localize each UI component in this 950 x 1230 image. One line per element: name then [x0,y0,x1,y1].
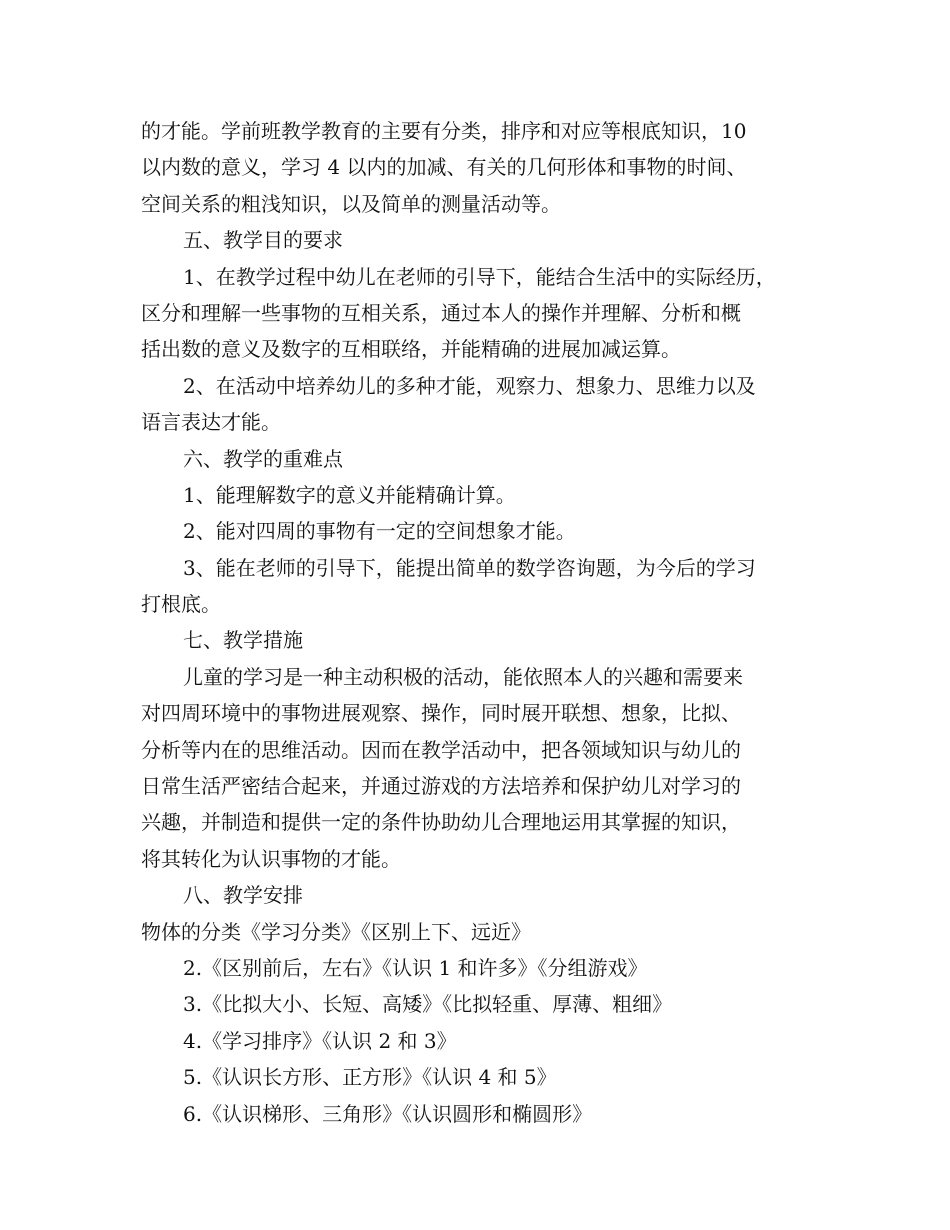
text-line: 以内数的意义，学习 4 以内的加减、有关的几何形体和事物的时间、 [141,155,747,180]
text-line: 2.《区别前后，左右》《认识 1 和许多》《分组游戏》 [183,955,648,980]
text-line: 对四周环境中的事物进展观察、操作，同时展开联想、想象，比拟、 [141,701,741,726]
text-line: 兴趣，并制造和提供一定的条件协助幼儿合理地运用其掌握的知识， [141,810,741,835]
text-line: 五、教学目的要求 [183,228,343,253]
text-line: 3.《比拟大小、长短、高矮》《比拟轻重、厚薄、粗细》 [183,992,673,1017]
text-line: 空间关系的粗浅知识，以及简单的测量活动等。 [141,191,561,216]
text-line: 六、教学的重难点 [183,446,343,471]
text-line: 4.《学习排序》《认识 2 和 3》 [183,1028,457,1053]
text-line: 6.《认识梯形、三角形》《认识圆形和椭圆形》 [183,1101,593,1126]
text-line: 的才能。学前班教学教育的主要有分类，排序和对应等根底知识，10 [141,119,747,143]
text-line: 儿童的学习是一种主动积极的活动，能依照本人的兴趣和需要来 [183,664,743,689]
text-line: 将其转化为认识事物的才能。 [141,846,401,871]
document-body [141,113,821,1132]
text-line: 打根底。 [141,592,221,617]
text-line: 物体的分类《学习分类》《区别上下、远近》 [141,919,531,944]
text-line: 括出数的意义及数字的互相联络，并能精确的进展加减运算。 [141,337,681,362]
text-line: 5.《认识长方形、正方形》《认识 4 和 5》 [183,1065,557,1090]
text-line: 2、在活动中培养幼儿的多种才能，观察力、想象力、思维力以及 [183,373,756,398]
text-line: 2、能对四周的事物有一定的空间想象才能。 [183,519,576,544]
text-line: 1、在教学过程中幼儿在老师的引导下，能结合生活中的实际经历， [183,264,776,289]
text-line: 3、能在老师的引导下，能提出简单的数学咨询题，为今后的学习 [183,555,756,580]
text-line: 语言表达才能。 [141,410,281,435]
text-line: 1、能理解数字的意义并能精确计算。 [183,482,516,507]
text-line: 八、教学安排 [183,883,303,908]
text-line: 七、教学措施 [183,628,303,653]
text-line: 分析等内在的思维活动。因而在教学活动中，把各领域知识与幼儿的 [141,737,741,762]
text-line: 日常生活严密结合起来，并通过游戏的方法培养和保护幼儿对学习的 [141,774,741,799]
text-line: 区分和理解一些事物的互相关系，通过本人的操作并理解、分析和概 [141,300,741,325]
